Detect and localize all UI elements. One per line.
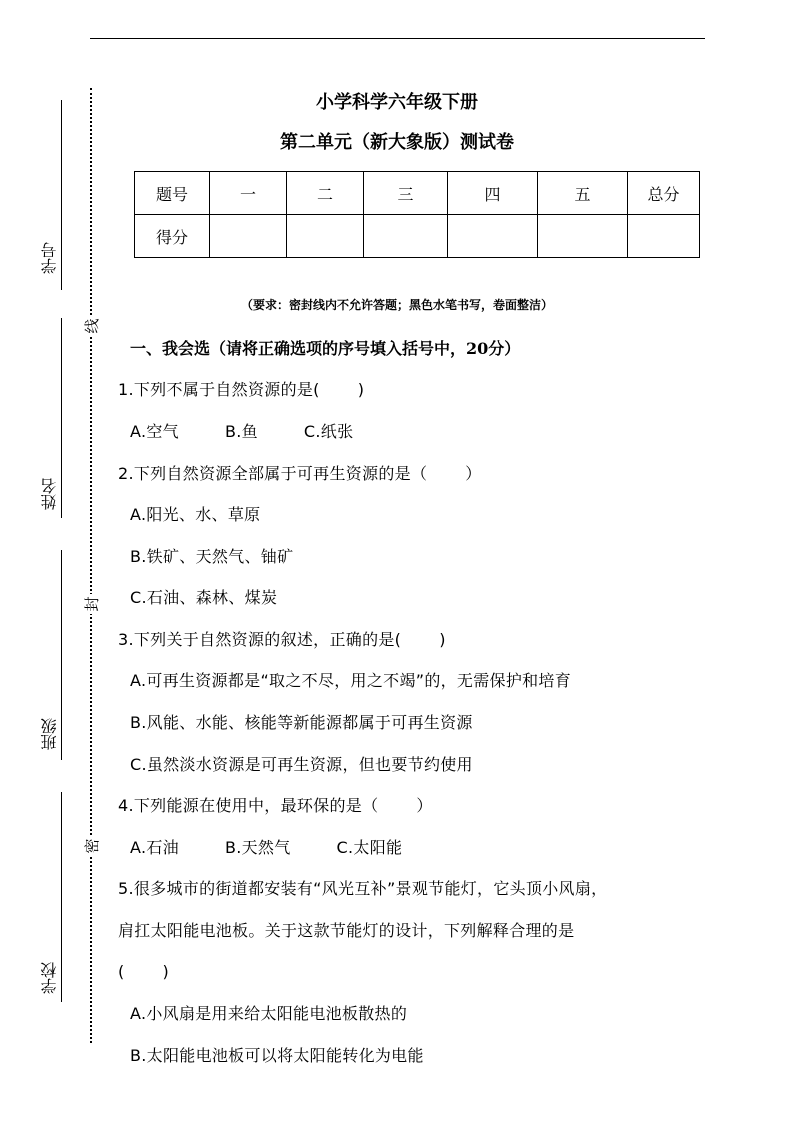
table-cell: 三 [364, 172, 448, 215]
score-input-cell[interactable] [287, 215, 364, 258]
option-a: A.空气 [130, 422, 179, 441]
option-a: A.阳光、水、草原 [130, 505, 261, 524]
table-cell: 一 [210, 172, 287, 215]
table-row [135, 172, 700, 215]
option-b: B.天然气 [224, 838, 291, 857]
question-4: 4.下列能源在使用中，最环保的是（ ） [118, 796, 433, 815]
table-row [135, 215, 700, 258]
student-id-label: 学号 [40, 242, 59, 274]
table-cell: 得分 [135, 215, 210, 258]
option-b: B.太阳能电池板可以将太阳能转化为电能 [130, 1046, 424, 1065]
page-title: 小学科学六年级下册 [316, 92, 478, 113]
class-label: 班级 [40, 718, 59, 750]
seal-dotted-line [90, 88, 92, 1043]
option-a: A.石油 [130, 838, 179, 857]
option-c: C.太阳能 [336, 838, 403, 857]
table-cell: 总分 [628, 172, 700, 215]
table-cell: 四 [448, 172, 538, 215]
name-line [61, 318, 62, 518]
top-rule [90, 38, 705, 39]
table-cell: 题号 [135, 172, 210, 215]
score-input-cell[interactable] [628, 215, 700, 258]
table-cell: 二 [287, 172, 364, 215]
page-subtitle: 第二单元（新大象版）测试卷 [280, 132, 514, 153]
option-c: C.纸张 [303, 422, 354, 441]
school-line [61, 792, 62, 1002]
table-cell: 五 [538, 172, 628, 215]
score-input-cell[interactable] [448, 215, 538, 258]
question-2: 2.下列自然资源全部属于可再生资源的是（ ） [118, 464, 482, 483]
score-input-cell[interactable] [538, 215, 628, 258]
section-heading: 一、我会选（请将正确选项的序号填入括号中，20分） [130, 339, 521, 358]
option-c: C.虽然淡水资源是可再生资源，但也要节约使用 [130, 755, 473, 774]
option-c: C.石油、森林、煤炭 [130, 588, 278, 607]
requirement-note: （要求：密封线内不允许答题；黑色水笔书写，卷面整洁） [240, 298, 553, 312]
seal-char-xian: 线 [82, 316, 102, 336]
question-1-options [130, 419, 353, 442]
score-input-cell[interactable] [364, 215, 448, 258]
question-5-line-2: 肩扛太阳能电池板。关于这款节能灯的设计，下列解释合理的是 [118, 921, 575, 940]
seal-char-mi: 密 [82, 836, 102, 856]
question-5-line-3: ( ) [118, 962, 170, 981]
option-b: B.铁矿、天然气、铀矿 [130, 547, 294, 566]
school-label: 学校 [40, 962, 59, 994]
question-1: 1.下列不属于自然资源的是( ) [118, 380, 365, 399]
score-table [134, 171, 700, 258]
seal-char-feng: 封 [82, 594, 102, 614]
option-b: B.风能、水能、核能等新能源都属于可再生资源 [130, 713, 473, 732]
question-4-options [130, 835, 402, 858]
option-b: B.鱼 [224, 422, 258, 441]
option-a: A.小风扇是用来给太阳能电池板散热的 [130, 1004, 408, 1023]
name-label: 姓名 [40, 478, 59, 510]
question-5-line-1: 5.很多城市的街道都安装有“风光互补”景观节能灯，它头顶小风扇， [118, 879, 608, 898]
class-line [61, 550, 62, 760]
score-input-cell[interactable] [210, 215, 287, 258]
option-a: A.可再生资源都是“取之不尽，用之不竭”的，无需保护和培育 [130, 671, 572, 690]
question-3: 3.下列关于自然资源的叙述，正确的是( ) [118, 630, 446, 649]
